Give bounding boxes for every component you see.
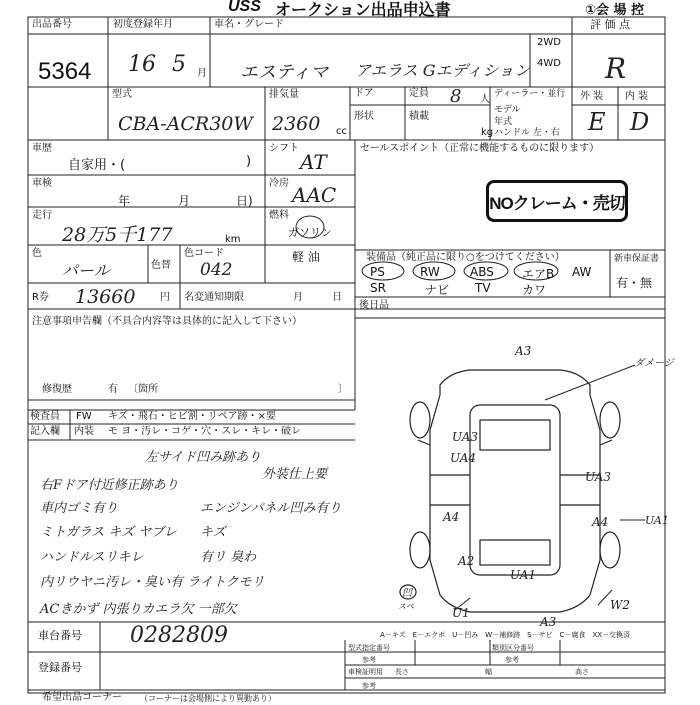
lot-number: 5364 [38, 58, 92, 85]
lot-number-label: 出品番号 [32, 19, 72, 30]
preferred-corner-label: 希望出品コーナー [42, 692, 122, 703]
damage-mark: A4 [443, 510, 460, 524]
handwritten-note: ハンドルスリキレ [40, 550, 144, 565]
damage-mark: U1 [452, 606, 470, 620]
use-label: 車歴 [32, 143, 52, 154]
use-close: ) [246, 154, 252, 169]
repair-place-label: 〔箇所 [128, 384, 158, 395]
model-label: 型式 [112, 89, 132, 100]
height-label: 高さ [575, 668, 589, 676]
new-warranty-label: 新車保証書 [614, 254, 660, 264]
length-label: 長さ [395, 668, 409, 676]
form-title: オークション出品申込書 [275, 0, 451, 19]
shift-label: シフト [269, 143, 299, 154]
repair-history-label: 修復歴 [42, 384, 72, 395]
equipment-item: TV [475, 281, 491, 295]
handwritten-note: ACきかず 内張りカエラ欠 一部欠 [40, 602, 237, 617]
inspection-day-unit: 日) [236, 194, 253, 208]
handwritten-note: ミトガラス キズ ヤブレ [40, 525, 177, 540]
capacity: 8 [450, 86, 462, 107]
no-claim-stamp: NOクレーム・売切 [486, 180, 628, 222]
interior-label: 内 装 [625, 91, 649, 102]
mileage-label: 走行 [32, 210, 52, 221]
equipment-item: PS [370, 265, 385, 279]
color-label: 色 [32, 248, 42, 259]
chassis-label: 車台番号 [38, 629, 82, 642]
color: パール [62, 261, 110, 280]
equipment-item: ABS [470, 265, 494, 279]
venue-copy-label: ①会 場 控 [585, 3, 645, 18]
person-unit: 人 [480, 94, 490, 105]
handwritten-note: 有リ 臭わ [200, 550, 257, 565]
damage-mark: UA4 [450, 451, 477, 465]
name-change-day: 日 [332, 292, 342, 303]
inspection-label: 車検 [32, 178, 52, 189]
damage-mark: UA3 [585, 470, 612, 484]
model: CBA-ACR30W [118, 113, 253, 135]
width-label: 幅 [485, 668, 492, 676]
handwritten-note: 内リウヤニ汚レ・臭い有 ライトクモリ [40, 575, 265, 590]
shape-label: 形状 [354, 111, 374, 122]
logo: USS [228, 0, 261, 15]
use-value: 自家用・( [68, 158, 126, 173]
r-ticket: 13660 [75, 286, 136, 308]
inspector-interior: 内装 [74, 426, 94, 437]
registration-month-unit: 月 [197, 68, 207, 79]
dealer-label: ディーラー・並行 [494, 89, 566, 99]
registration-year: 16 [128, 52, 156, 77]
color-code-label: 色コード [184, 248, 224, 259]
doors-label: ドア [354, 88, 374, 99]
new-warranty-value: 有・無 [616, 276, 653, 290]
name-change-label: 名変通知期限 [184, 292, 244, 303]
inspector-entry-label: 記入欄 [30, 426, 60, 437]
capacity-label: 定員 [409, 88, 429, 99]
load-label: 積載 [409, 111, 429, 122]
drive-4wd: 4WD [537, 58, 561, 69]
notes-label: 注意事項申告欄（不具合内容等は具体的に記入して下さい） [32, 316, 302, 327]
name-change-month: 月 [293, 292, 303, 303]
cc-unit: cc [336, 126, 347, 137]
score: R [605, 52, 627, 85]
inspector-line2: モ ヨ・汚レ・コゲ・穴・スレ・キレ・破レ [108, 426, 302, 437]
shift: AT [300, 150, 327, 174]
fuel-diesel: 軽 油 [292, 250, 320, 264]
color-change-label: 色替 [151, 260, 171, 271]
registration-label: 登録番号 [38, 661, 82, 674]
damage-mark: ダメージ [634, 358, 674, 369]
type-designation-ref: 参考 [362, 656, 376, 664]
ac-label: 冷房 [269, 178, 289, 189]
km-unit: km [225, 234, 241, 245]
handwritten-note: キズ [200, 525, 226, 540]
inspection-year-unit: 年 [118, 194, 131, 208]
interior-score: D [630, 108, 650, 136]
kg-unit: kg [481, 127, 494, 138]
damage-mark: 凹 [402, 588, 412, 599]
damage-mark: A3 [540, 615, 557, 629]
car-name: エスティマ [240, 62, 329, 83]
handwritten-note: 外装仕上要 [262, 467, 328, 482]
damage-mark: A2 [458, 554, 475, 568]
damage-mark: W2 [610, 598, 630, 612]
equipment-item: ナビ [425, 283, 450, 297]
grade: アエラス Gエディション [355, 61, 530, 80]
displacement-label: 排気量 [269, 89, 299, 100]
inspector-line1: キズ・飛石・ヒビ割・リペア跡・×要 [108, 411, 276, 422]
exterior-score: E [588, 108, 606, 136]
handwritten-note: エンジンパネル凹み有り [200, 501, 342, 516]
ac: AAC [292, 183, 337, 207]
equipment-label: 装備品（純正品に限り○をつけてください） [366, 252, 565, 263]
drive-2wd: 2WD [537, 37, 561, 48]
model-year-label: モデル年式 [494, 105, 521, 127]
delivery-label: 後日品 [359, 300, 389, 311]
inspection-month-unit: 月 [178, 194, 191, 208]
repair-history-value: 有 [108, 384, 118, 395]
type-designation-label: 型式指定番号 [348, 644, 390, 652]
damage-mark: スペ [398, 602, 414, 611]
inspector-label: 検査員 [30, 411, 60, 422]
repair-place-close: 〕 [338, 384, 348, 395]
equipment-item: エアB [522, 267, 555, 281]
chassis-number: 0282809 [130, 623, 228, 648]
fuel-gasoline: ガソリン [288, 226, 332, 239]
color-code: 042 [200, 260, 233, 280]
certificate-label: 車検証明用 [348, 668, 383, 676]
yen-unit: 円 [160, 292, 170, 303]
exterior-label: 外 装 [580, 91, 604, 102]
car-name-label: 車名・グレード [214, 19, 284, 30]
damage-mark: UA1 [510, 568, 537, 582]
sales-point-label: セールスポイント（正常に機能するものに限ります） [360, 143, 600, 154]
first-registration-label: 初度登録年月 [113, 19, 173, 30]
damage-mark: A3 [515, 344, 532, 358]
registration-month: 5 [172, 52, 186, 77]
mileage: 28万5千177 [62, 224, 173, 246]
equipment-item: AW [572, 265, 592, 279]
certificate-ref: 参考 [362, 682, 376, 690]
inspector-fw: FW [76, 411, 92, 422]
preferred-corner-note: （コーナーは会場側により異動あり） [140, 694, 276, 703]
equipment-item: RW [420, 265, 440, 279]
damage-legend: A－キズ E－エクボ U－凹み W－補修跡 S－サビ C－腐食 XX－交換済 [380, 631, 631, 639]
handle-label: ハンドル 左・右 [494, 128, 560, 138]
handwritten-note: 車内ゴミ有り [40, 501, 119, 516]
score-label: 評 価 点 [590, 18, 630, 31]
fuel-label: 燃料 [269, 210, 289, 221]
category-label: 類別区分番号 [492, 644, 534, 652]
handwritten-note: 左サイド凹み跡あり [145, 450, 262, 465]
r-ticket-label: R券 [32, 292, 49, 303]
equipment-item: SR [370, 281, 386, 295]
handwritten-note: 右Fドア付近修正跡あり [40, 478, 179, 493]
damage-mark: UA1 [645, 514, 669, 527]
damage-mark: A4 [592, 515, 609, 529]
equipment-item: カワ [522, 283, 547, 297]
displacement: 2360 [272, 113, 321, 135]
damage-mark: UA3 [452, 430, 479, 444]
category-ref: 参考 [505, 656, 519, 664]
